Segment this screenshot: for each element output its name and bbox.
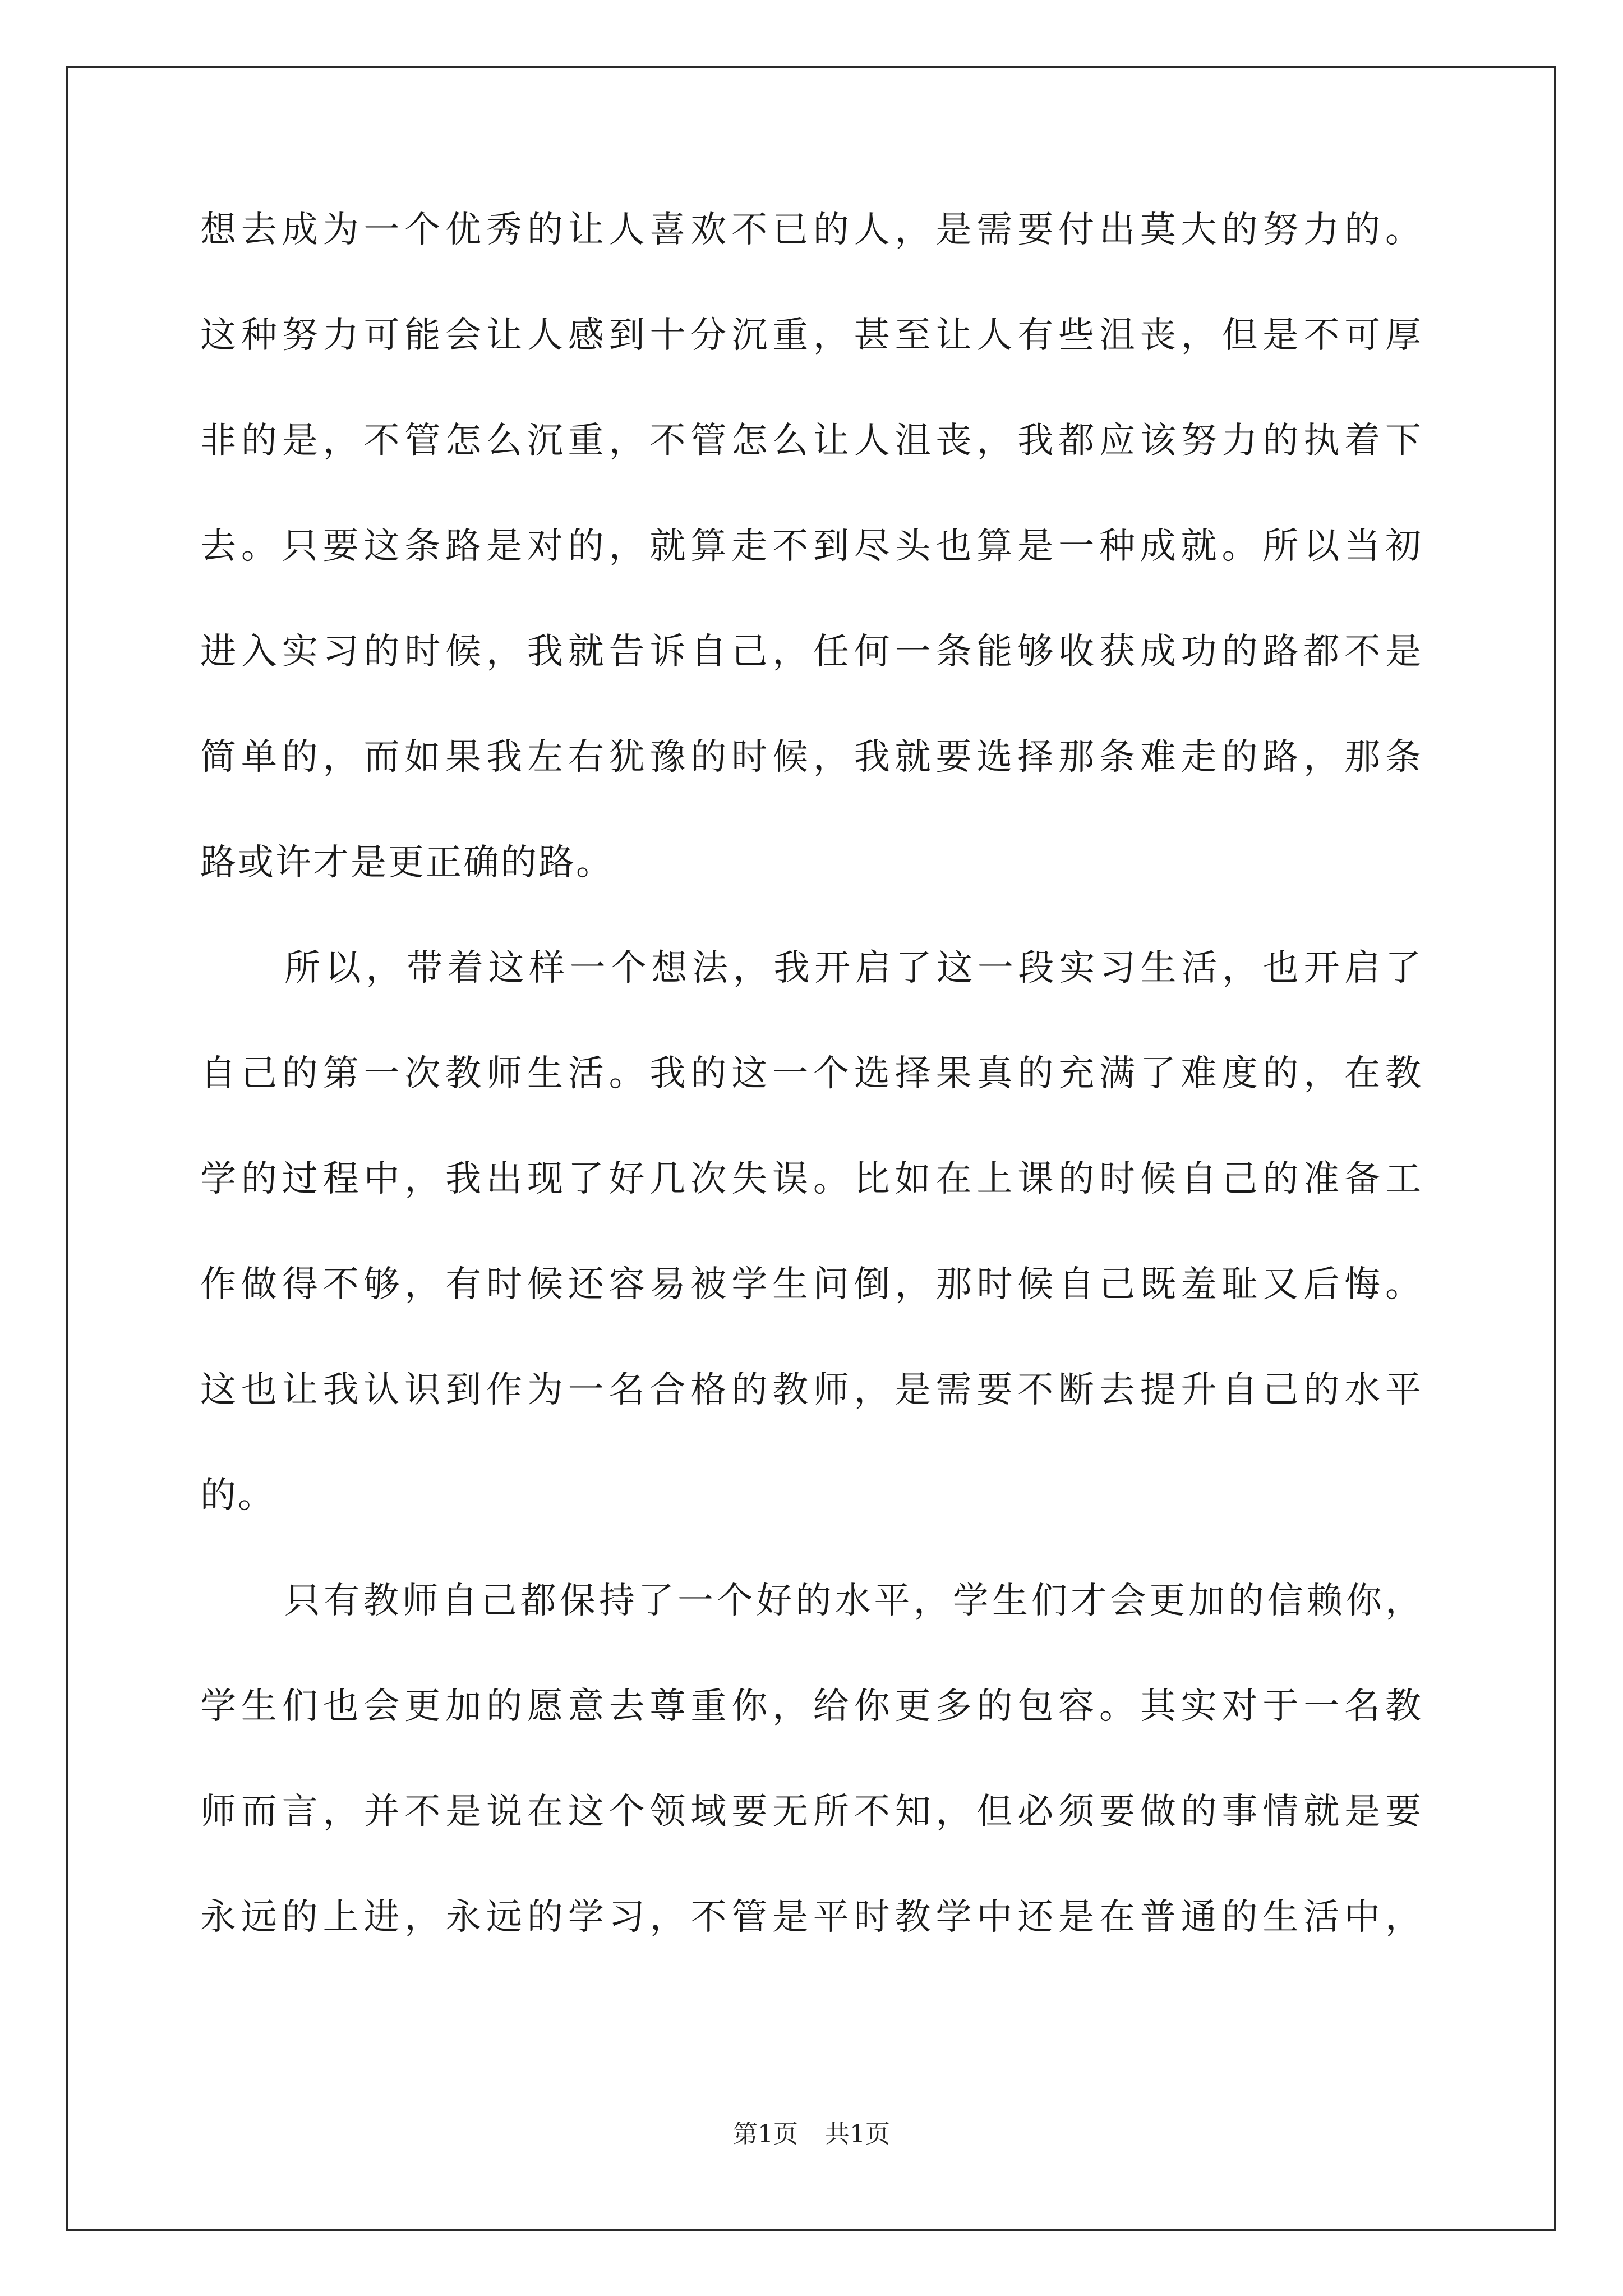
text-line: 路或许才是更正确的路。 <box>200 842 614 884</box>
text-line: 简单的，而如果我左右犹豫的时候，我就要选择那条难走的路，那条 <box>200 737 1423 778</box>
text-line: 的。 <box>200 1475 275 1516</box>
text-line: 学生们也会更加的愿意去尊重你，给你更多的包容。其实对于一名教 <box>200 1686 1423 1727</box>
page-number-total: 共1页 <box>825 2120 890 2148</box>
text-line: 这种努力可能会让人感到十分沉重，甚至让人有些沮丧，但是不可厚 <box>200 315 1423 356</box>
page-number-current: 第1页 <box>733 2120 798 2148</box>
paragraph-start-line: 只有教师自己都保持了一个好的水平，学生们才会更加的信赖你， <box>284 1580 1423 1622</box>
text-line: 永远的上进，永远的学习，不管是平时教学中还是在普通的生活中， <box>200 1897 1423 1938</box>
text-line: 学的过程中，我出现了好几次失误。比如在上课的时候自己的准备工 <box>200 1158 1423 1200</box>
document-body <box>200 209 1423 2005</box>
text-line: 去。只要这条路是对的，就算走不到尽头也算是一种成就。所以当初 <box>200 526 1423 567</box>
text-line: 想去成为一个优秀的让人喜欢不已的人，是需要付出莫大的努力的。 <box>200 209 1423 251</box>
text-line: 师而言，并不是说在这个领域要无所不知，但必须要做的事情就是要 <box>200 1791 1423 1833</box>
text-line: 非的是，不管怎么沉重，不管怎么让人沮丧，我都应该努力的执着下 <box>200 420 1423 462</box>
text-line: 这也让我认识到作为一名合格的教师，是需要不断去提升自己的水平 <box>200 1369 1423 1411</box>
page-footer <box>0 2122 1623 2147</box>
text-line: 进入实习的时候，我就告诉自己，任何一条能够收获成功的路都不是 <box>200 631 1423 673</box>
text-line: 作做得不够，有时候还容易被学生问倒，那时候自己既羞耻又后悔。 <box>200 1264 1423 1305</box>
text-line: 自己的第一次教师生活。我的这一个选择果真的充满了难度的，在教 <box>200 1053 1423 1094</box>
paragraph-start-line: 所以，带着这样一个想法，我开启了这一段实习生活，也开启了 <box>284 947 1423 989</box>
